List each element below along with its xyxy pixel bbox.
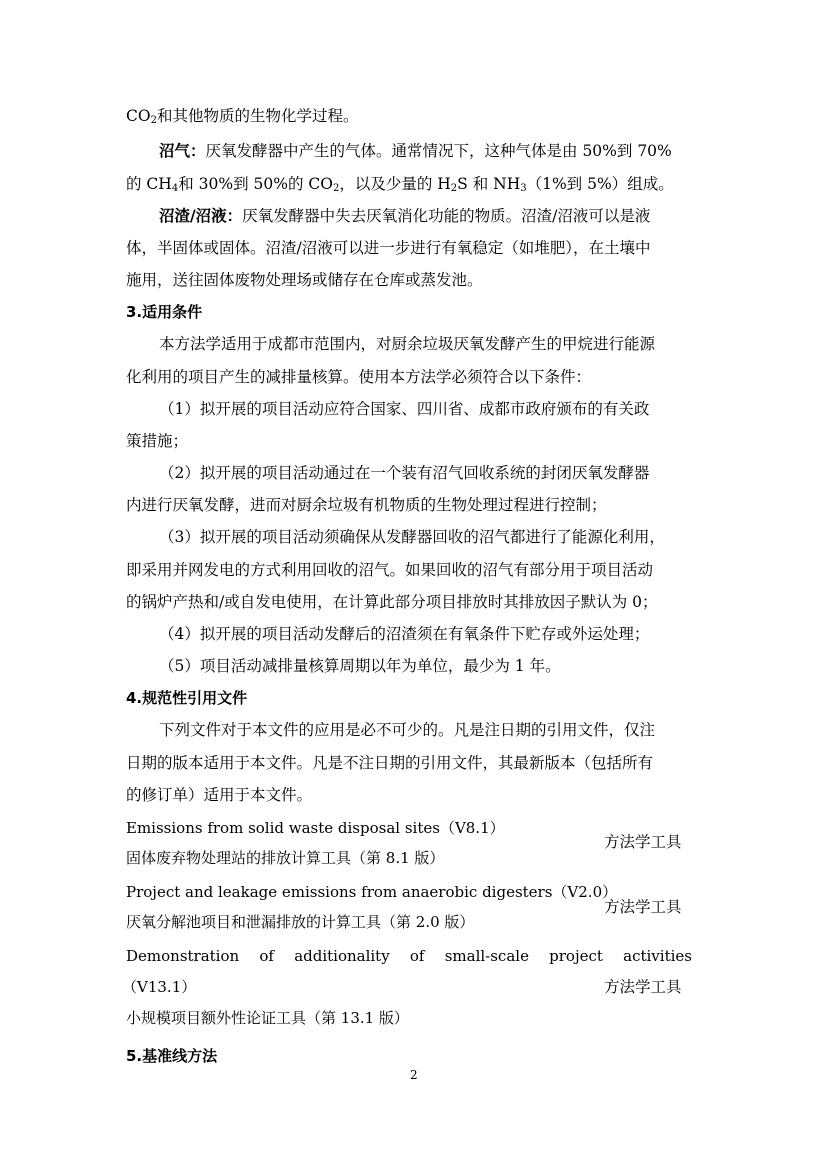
reference-3-english-line-1: Demonstration of additionality of small-scale project activities xyxy=(126,947,692,965)
reference-1-type: 方法学工具 xyxy=(604,833,682,851)
section-4-intro-1: 下列文件对于本文件的应用是必不可少的。凡是注日期的引用文件，仅注 xyxy=(159,721,656,739)
term-residue: 沼渣/沼液： xyxy=(159,206,243,225)
condition-1-line-1: （1）拟开展的项目活动应符合国家、四川省、成都市政府颁布的有关政 xyxy=(159,400,650,418)
definition-residue-line-3: 施用，送往固体废物处理场或储存在仓库或蒸发池。 xyxy=(126,271,483,289)
section-4-heading: 4.规范性引用文件 xyxy=(126,689,248,707)
definition-biogas-line-1: 沼气：厌氧发酵器中产生的气体。通常情况下，这种气体是由 50%到 70% xyxy=(159,141,672,160)
section-4-intro-2: 日期的版本适用于本文件。凡是不注日期的引用文件，其最新版本（包括所有 xyxy=(126,754,654,772)
definition-co2-line: $CO_2$和其他物质的生物化学过程。 xyxy=(126,107,359,126)
definition-residue-line-2: 体，半固体或固体。沼渣/沼液可以进一步进行有氧稳定（如堆肥），在土壤中 xyxy=(126,239,651,257)
section-3-intro-1: 本方法学适用于成都市范围内，对厨余垃圾厌氧发酵产生的甲烷进行能源 xyxy=(159,335,656,353)
condition-5: （5）项目活动减排量核算周期以年为单位，最少为 1 年。 xyxy=(159,657,561,675)
section-4-intro-3: 的修订单）适用于本文件。 xyxy=(126,786,313,804)
reference-2-english: Project and leakage emissions from anaerobic digesters（V2.0） xyxy=(126,883,618,901)
condition-4: （4）拟开展的项目活动发酵后的沼渣须在有氧条件下贮存或外运处理； xyxy=(159,625,650,643)
reference-2-type: 方法学工具 xyxy=(604,898,682,916)
section-5-heading: 5.基准线方法 xyxy=(126,1047,218,1065)
section-3-intro-2: 化利用的项目产生的减排量核算。使用本方法学必须符合以下条件： xyxy=(126,368,592,386)
definition-residue-line-1: 沼渣/沼液：厌氧发酵器中失去厌氧消化功能的物质。沼渣/沼液可以是液 xyxy=(159,206,651,225)
section-3-heading: 3.适用条件 xyxy=(126,303,203,321)
condition-1-line-2: 策措施； xyxy=(126,432,189,450)
condition-2-line-1: （2）拟开展的项目活动通过在一个装有沼气回收系统的封闭厌氧发酵器 xyxy=(159,464,650,482)
reference-3-english-line-2: （V13.1） xyxy=(122,978,197,996)
condition-3-line-3: 的锅炉产热和/或自发电使用，在计算此部分项目排放时其排放因子默认为 0； xyxy=(126,593,658,611)
condition-3-line-1: （3）拟开展的项目活动须确保从发酵器回收的沼气都进行了能源化利用， xyxy=(159,528,665,546)
reference-2-chinese: 厌氧分解池项目和泄漏排放的计算工具（第 2.0 版） xyxy=(126,913,475,931)
condition-2-line-2: 内进行厌氧发酵，进而对厨余垃圾有机物质的生物处理过程进行控制； xyxy=(126,496,607,514)
definition-biogas-line-2: 的 $CH_4$和 30%到 50%的 $CO_2$，以及少量的 $H_2S$ 和 $NH_3(1\%$到 5%）组成。 xyxy=(126,175,674,194)
reference-3-type: 方法学工具 xyxy=(604,978,682,996)
reference-1-english: Emissions from solid waste disposal sites（V8.1） xyxy=(126,819,505,837)
term-biogas: 沼气： xyxy=(159,141,206,160)
reference-1-chinese: 固体废弃物处理站的排放计算工具（第 8.1 版） xyxy=(126,849,445,867)
page-number: 2 xyxy=(410,1068,418,1082)
reference-3-chinese: 小规模项目额外性论证工具（第 13.1 版） xyxy=(126,1009,409,1027)
condition-3-line-2: 即采用并网发电的方式利用回收的沼气。如果回收的沼气有部分用于项目活动 xyxy=(126,561,654,579)
